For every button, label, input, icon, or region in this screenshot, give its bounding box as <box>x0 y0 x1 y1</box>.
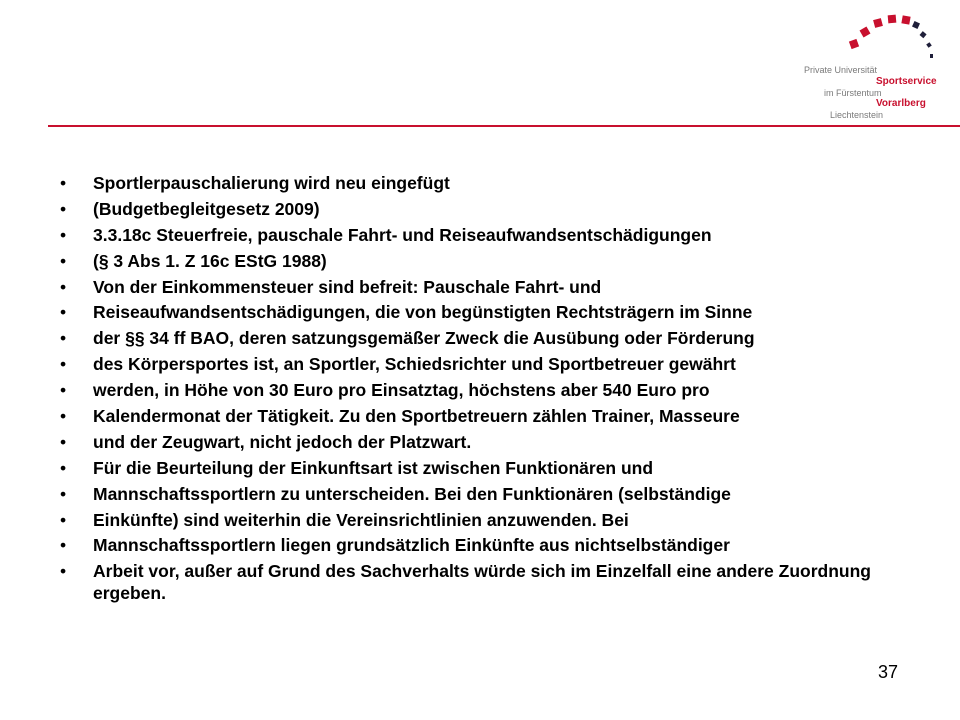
bullet-text: Für die Beurteilung der Einkunftsart ist zwischen Funktionären und <box>93 457 654 478</box>
list-item <box>60 224 920 246</box>
bullet-text: Einkünfte) sind weiterhin die Vereinsrichtlinien anzuwenden. Bei <box>93 509 629 530</box>
list-item <box>60 353 920 375</box>
bullet-symbol: • <box>60 431 67 452</box>
bullet-text: des Körpersportes ist, an Sportler, Schiedsrichter und Sportbetreuer gewährt <box>93 354 736 375</box>
logo-line-im-fuerstentum: im Fürstentum <box>824 88 882 98</box>
bullet-text: der §§ 34 ff BAO, deren satzungsgemäßer Zweck die Ausübung oder Förderung <box>93 328 755 349</box>
bullet-symbol: • <box>60 250 67 271</box>
bullet-symbol: • <box>60 509 67 530</box>
bullet-text: Sportlerpauschalierung wird neu eingefügt <box>93 173 450 193</box>
list-item <box>60 560 893 604</box>
bullet-text: und der Zeugwart, nicht jedoch der Platzwart. <box>93 431 472 452</box>
bullet-text: werden, in Höhe von 30 Euro pro Einsatztag, höchstens aber 540 Euro pro <box>93 380 710 401</box>
bullet-text: Mannschaftssportlern zu unterscheiden. Bei den Funktionären (selbständige <box>93 483 731 504</box>
bullet-symbol: • <box>60 483 67 504</box>
list-item <box>60 405 920 427</box>
list-item <box>60 534 920 556</box>
header-divider <box>48 125 960 127</box>
logo-line-private-universitaet: Private Universität <box>804 65 878 75</box>
bullet-symbol: • <box>60 328 67 349</box>
bullet-text: Arbeit vor, außer auf Grund des Sachverhalts würde sich im Einzelfall eine andere Zuordnung ergeben. <box>93 561 871 604</box>
list-item <box>60 198 920 220</box>
bullet-symbol: • <box>60 276 67 297</box>
page-number: 37 <box>878 662 899 682</box>
list-item <box>60 457 920 479</box>
list-item <box>60 301 920 323</box>
list-item <box>60 483 920 505</box>
list-item <box>60 509 920 531</box>
list-item <box>60 431 920 453</box>
bullet-text: Kalendermonat der Tätigkeit. Zu den Sportbetreuern zählen Trainer, Masseure <box>93 406 740 427</box>
bullet-text: Mannschaftssportlern liegen grundsätzlich Einkünfte aus nichtselbständiger <box>93 535 730 556</box>
logo-line-sportservice: Sportservice <box>876 76 937 87</box>
bullet-text: Reiseaufwandsentschädigungen, die von begünstigten Rechtsträgern im Sinne <box>93 302 753 323</box>
bullet-symbol: • <box>60 535 67 556</box>
bullet-symbol: • <box>60 173 67 193</box>
list-item <box>60 276 920 298</box>
bullet-text: 3.3.18c Steuerfreie, pauschale Fahrt- und Reiseaufwandsentschädigungen <box>93 224 712 245</box>
list-item <box>60 379 920 401</box>
list-item <box>60 172 920 194</box>
logo-arc-icon <box>844 8 936 68</box>
logo-line-vorarlberg: Vorarlberg <box>876 98 926 109</box>
bullet-symbol: • <box>60 354 67 375</box>
bullet-symbol: • <box>60 561 67 582</box>
logo-line-liechtenstein: Liechtenstein <box>830 110 884 120</box>
list-item <box>60 250 920 272</box>
bullet-symbol: • <box>60 406 67 427</box>
bullet-text: (Budgetbegleitgesetz 2009) <box>93 198 320 219</box>
list-item <box>60 327 920 349</box>
bullet-text: Von der Einkommensteuer sind befreit: Pauschale Fahrt- und <box>93 276 602 297</box>
bullet-symbol: • <box>60 198 67 219</box>
bullet-symbol: • <box>60 380 67 401</box>
bullet-symbol: • <box>60 224 67 245</box>
bullet-text: (§ 3 Abs 1. Z 16c EStG 1988) <box>93 250 327 271</box>
bullet-symbol: • <box>60 302 67 323</box>
university-logo <box>800 8 940 126</box>
bullet-list <box>60 172 920 608</box>
bullet-symbol: • <box>60 457 67 478</box>
